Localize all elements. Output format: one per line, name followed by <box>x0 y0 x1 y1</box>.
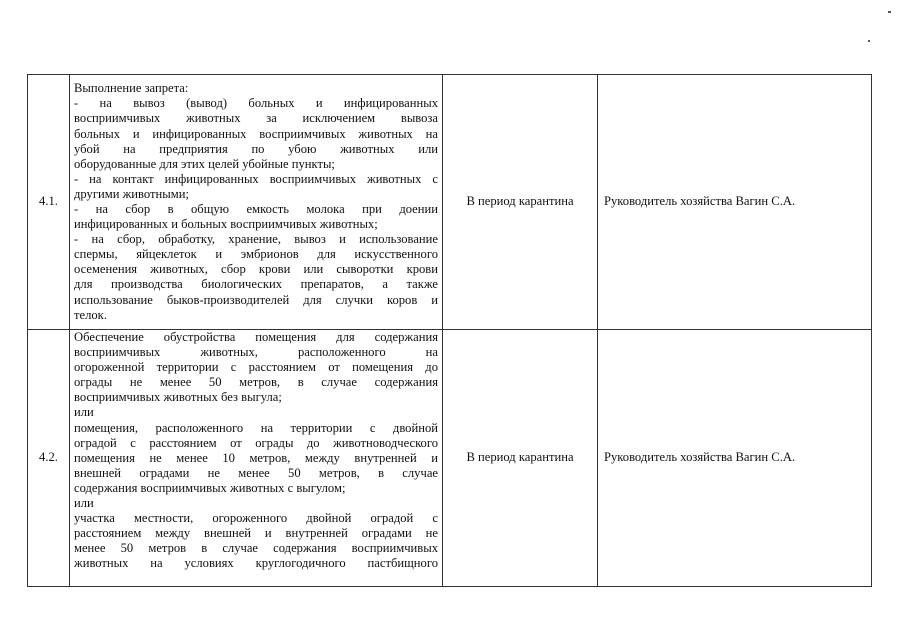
description-line: - на вывоз (вывод) больных и инфицированных <box>74 96 438 111</box>
description-lines <box>74 330 438 586</box>
plan-table <box>27 74 872 587</box>
description-line: или <box>74 496 94 511</box>
description-line: - на контакт инфицированных восприимчивых животных с <box>74 171 438 186</box>
description-line: восприимчивых животных без выгула; <box>74 390 282 405</box>
item-number: 4.1. <box>28 75 70 330</box>
description-line: помещения, расположенного на территории с двойной <box>74 420 438 435</box>
description-line: или <box>74 405 94 420</box>
description-line: - на сбор в общую емкость молока при доении <box>74 202 438 216</box>
scan-speck <box>888 11 891 13</box>
description-line: оградой с расстоянием от ограды до животноводческого <box>74 435 438 450</box>
description-line: убой на предприятия по убою животных или <box>74 141 438 156</box>
description-line: - на сбор, обработку, хранение, вывоз и использование <box>74 232 438 247</box>
description-line: внешней оградами не менее 50 метров, в случае <box>74 465 438 480</box>
table-row <box>28 330 872 587</box>
description-line: содержания восприимчивых животных с выгулом; <box>74 480 346 495</box>
item-period: В период карантина <box>443 75 598 330</box>
description-line: осеменения животных, сбор крови или сыворотки крови <box>74 262 438 277</box>
description-line: участка местности, огороженного двойной оградой с <box>74 511 438 526</box>
description-line: инфицированных и больных восприимчивых животных; <box>74 217 378 232</box>
description-line: огороженной территории с расстоянием от помещения до <box>74 360 438 375</box>
item-period: В период карантина <box>443 330 598 587</box>
description-line: расстоянием между внешней и внутренней оградами не <box>74 526 438 541</box>
description-line: для производства биологических препаратов, а также <box>74 277 438 292</box>
item-description <box>70 75 443 330</box>
description-line: Обеспечение обустройства помещения для содержания <box>74 330 438 344</box>
item-responsible: Руководитель хозяйства Вагин С.А. <box>598 330 872 587</box>
description-line: восприимчивых животных за исключением вывоза <box>74 111 438 126</box>
item-number: 4.2. <box>28 330 70 587</box>
description-line: ограды не менее 50 метров, в случае содержания <box>74 375 438 390</box>
item-description <box>70 330 443 587</box>
description-line: восприимчивых животных, расположенного на <box>74 345 438 360</box>
description-lines <box>74 81 438 323</box>
scan-speck <box>868 40 870 42</box>
description-line: спермы, яйцеклеток и эмбрионов для искусственного <box>74 247 438 262</box>
description-line: животных на условиях круглогодичного пастбищного <box>74 556 438 571</box>
description-line: другими животными; <box>74 186 189 201</box>
table-row <box>28 75 872 330</box>
description-line: помещения не менее 10 метров, между внутренней и <box>74 450 438 465</box>
description-line: телок. <box>74 307 107 322</box>
description-line: больных и инфицированных восприимчивых животных на <box>74 126 438 141</box>
item-responsible: Руководитель хозяйства Вагин С.А. <box>598 75 872 330</box>
description-line: Выполнение запрета: <box>74 81 189 96</box>
description-line: оборудованные для этих целей убойные пункты; <box>74 156 335 171</box>
description-line: использование быков-производителей для случки коров и <box>74 292 438 307</box>
description-line: менее 50 метров в случае содержания восприимчивых <box>74 541 438 556</box>
